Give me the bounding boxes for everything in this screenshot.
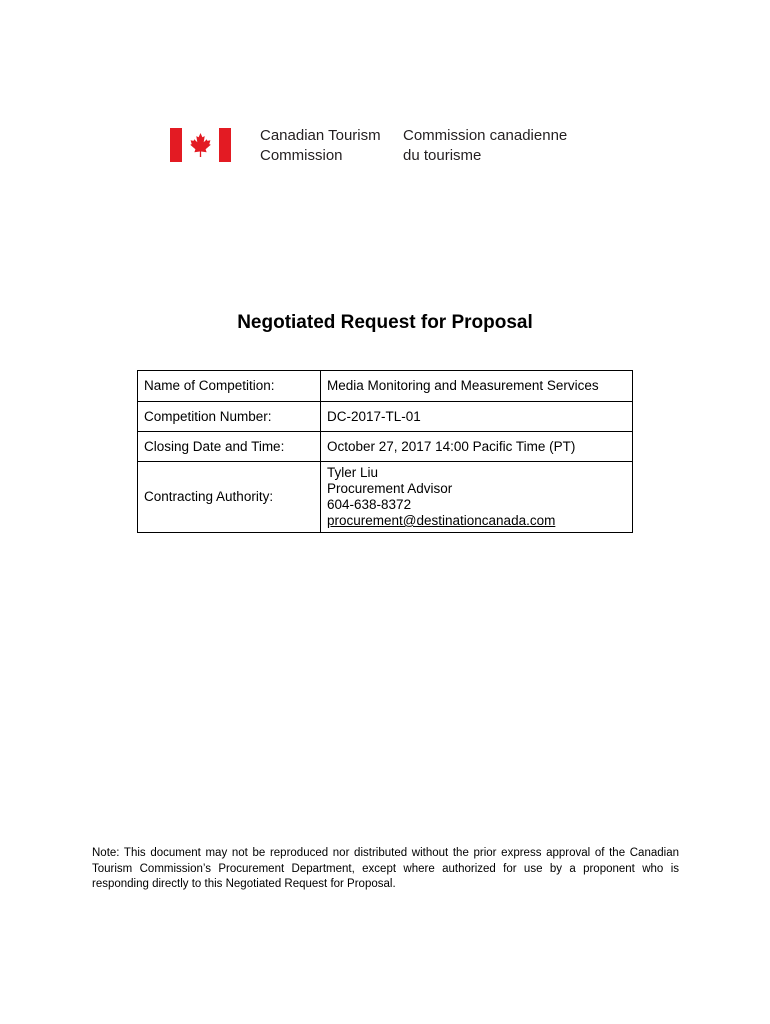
competition-info-table (137, 370, 633, 533)
table-row (138, 371, 633, 402)
table-row (138, 402, 633, 432)
closing-date-label: Closing Date and Time: (138, 432, 321, 462)
competition-name-label: Name of Competition: (138, 371, 321, 402)
competition-number-label: Competition Number: (138, 402, 321, 432)
reproduction-note: Note: This document may not be reproduced nor distributed without the prior express approval of the Canadian Tourism Commission’s Procurement Department, except where authorized for use by a proponent who is responding directly to this Negotiated Request for Proposal. (92, 847, 679, 890)
logo-french-line-2: du tourisme (403, 147, 482, 164)
authority-role: Procurement Advisor (327, 481, 453, 496)
logo-english-name (260, 126, 381, 166)
table-row (138, 432, 633, 462)
logo-french-name (403, 126, 567, 166)
canadian-tourism-commission-logo (170, 126, 568, 164)
closing-date-value: October 27, 2017 14:00 Pacific Time (PT) (321, 432, 633, 462)
table-row (138, 462, 633, 533)
document-title: Negotiated Request for Proposal (237, 312, 533, 333)
contracting-authority-label: Contracting Authority: (138, 462, 321, 533)
logo-english-line-2: Commission (260, 147, 343, 164)
competition-name-value: Media Monitoring and Measurement Services (321, 371, 633, 402)
logo-french-line-1: Commission canadienne (403, 127, 568, 144)
competition-number-value: DC-2017-TL-01 (321, 402, 633, 432)
authority-phone: 604-638-8372 (327, 497, 412, 512)
authority-email-link[interactable]: procurement@destinationcanada.com (327, 513, 556, 528)
canada-flag-icon (170, 128, 231, 162)
contracting-authority-value (321, 462, 633, 533)
authority-name: Tyler Liu (327, 465, 379, 480)
logo-english-line-1: Canadian Tourism (260, 127, 381, 144)
